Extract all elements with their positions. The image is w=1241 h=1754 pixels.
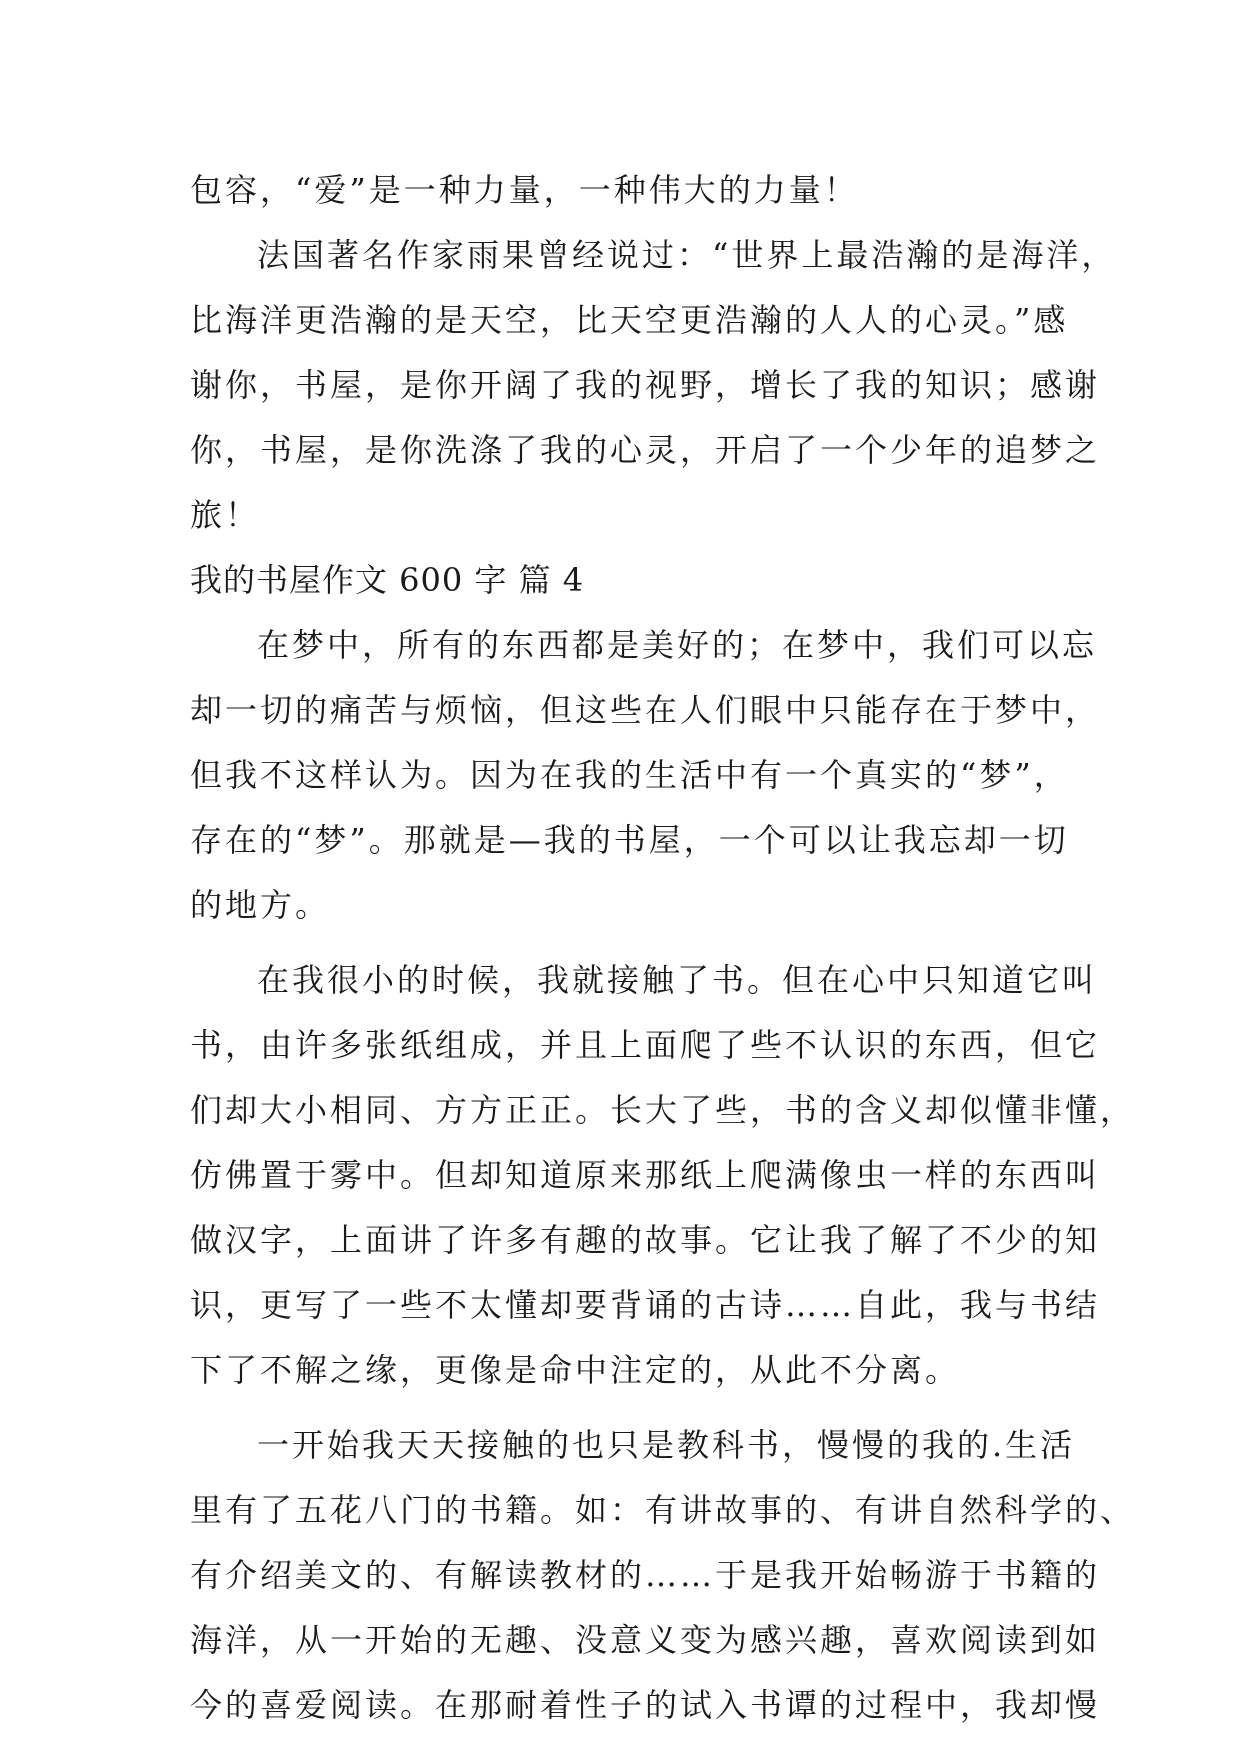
text-line: 识，更写了一些不太懂却要背诵的古诗……自此，我与书结 bbox=[190, 1286, 1101, 1324]
section-heading: 我的书屋作文 600 字 篇 4 bbox=[190, 561, 585, 599]
text-line: 在梦中，所有的东西都是美好的；在梦中，我们可以忘 bbox=[257, 626, 1098, 664]
text-line: 做汉字，上面讲了许多有趣的故事。它让我了解了不少的知 bbox=[190, 1221, 1101, 1259]
paragraph-4 bbox=[190, 948, 1136, 1403]
text-line: 谢你，书屋，是你开阔了我的视野，增长了我的知识；感谢 bbox=[190, 366, 1101, 404]
text-line: 有介绍美文的、有解读教材的……于是我开始畅游于书籍的 bbox=[190, 1556, 1101, 1594]
text-line: 在我很小的时候，我就接触了书。但在心中只知道它叫 bbox=[257, 961, 1098, 999]
paragraph-1 bbox=[190, 158, 1070, 223]
text-line: 法国著名作家雨果曾经说过：“世界上最浩瀚的是海洋， bbox=[257, 236, 1117, 274]
paragraph-spacer bbox=[190, 1403, 1070, 1413]
paragraph-5 bbox=[190, 1413, 1136, 1738]
text-line: 海洋，从一开始的无趣、没意义变为感兴趣，喜欢阅读到如 bbox=[190, 1621, 1101, 1659]
document-body bbox=[190, 158, 1136, 1738]
text-line: 你，书屋，是你洗涤了我的心灵，开启了一个少年的追梦之 bbox=[190, 431, 1101, 469]
text-line: 包容，“爱”是一种力量，一种伟大的力量！ bbox=[190, 171, 859, 209]
text-line: 一开始我天天接触的也只是教科书，慢慢的我的.生活 bbox=[257, 1426, 1076, 1464]
text-line: 比海洋更浩瀚的是天空，比天空更浩瀚的人人的心灵。”感 bbox=[190, 301, 1069, 339]
text-line: 却一切的痛苦与烦恼，但这些在人们眼中只能存在于梦中， bbox=[190, 691, 1101, 729]
text-line: 存在的“梦”。那就是—我的书屋，一个可以让我忘却一切 bbox=[190, 821, 1069, 859]
paragraph-spacer bbox=[190, 938, 1070, 948]
text-line: 里有了五花八门的书籍。如：有讲故事的、有讲自然科学的、 bbox=[190, 1491, 1136, 1529]
text-line: 书，由许多张纸组成，并且上面爬了些不认识的东西，但它 bbox=[190, 1026, 1101, 1064]
text-line: 的地方。 bbox=[190, 886, 331, 924]
text-line: 下了不解之缘，更像是命中注定的，从此不分离。 bbox=[190, 1351, 961, 1389]
text-line: 们却大小相同、方方正正。长大了些，书的含义却似懂非懂， bbox=[190, 1091, 1136, 1129]
text-line: 仿佛置于雾中。但却知道原来那纸上爬满像虫一样的东西叫 bbox=[190, 1156, 1101, 1194]
paragraph-2 bbox=[190, 223, 1117, 548]
text-line: 但我不这样认为。因为在我的生活中有一个真实的“梦”， bbox=[190, 756, 1069, 794]
text-line: 旅！ bbox=[190, 496, 261, 534]
text-line: 今的喜爱阅读。在那耐着性子的试入书谭的过程中，我却慢 bbox=[190, 1686, 1101, 1724]
paragraph-3 bbox=[190, 613, 1101, 938]
